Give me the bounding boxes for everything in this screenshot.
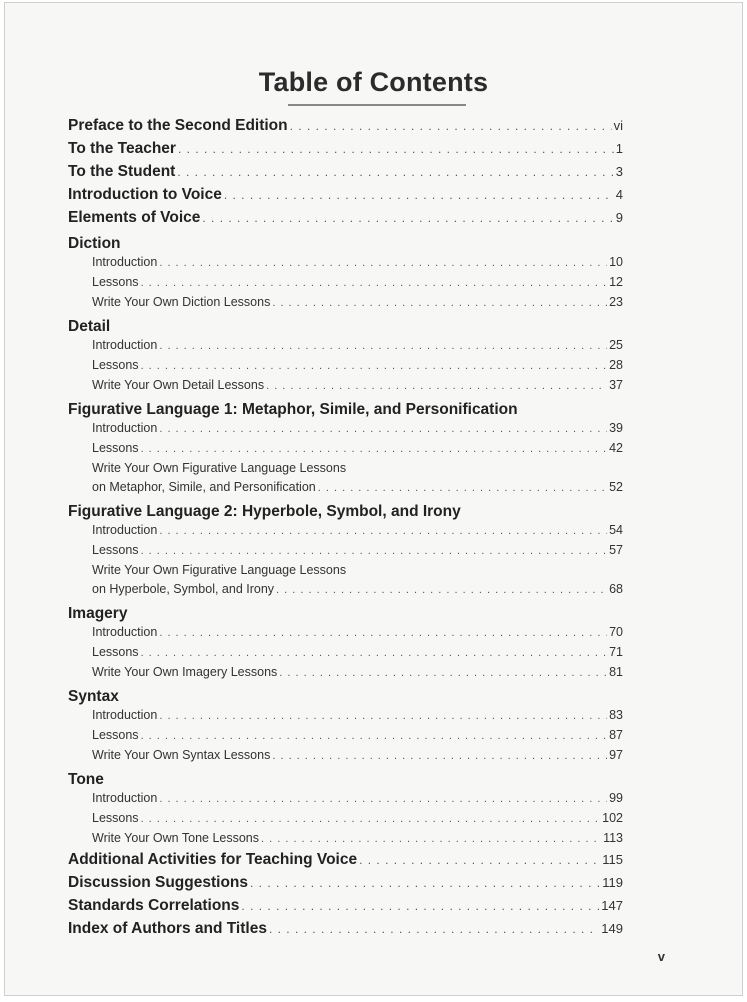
toc-entry [68,582,623,602]
dot-leader [141,443,608,455]
toc-entry-label: Lessons [92,543,139,557]
toc-entry [68,461,623,480]
toc-entry-label: Write Your Own Figurative Language Lessons [92,461,347,475]
dot-leader [141,813,601,825]
toc-entry-label: Lessons [92,811,139,825]
toc-entry-label: on Metaphor, Simile, and Personification [92,480,316,494]
toc-page-number: vi [613,118,623,133]
toc-entry-label: Imagery [68,605,128,622]
toc-page-number: 12 [609,275,623,289]
dot-leader [178,142,614,156]
toc-section-heading [68,768,623,791]
toc-entry [68,665,623,685]
toc-section-heading [68,398,623,421]
toc-entry-label: Index of Authors and Titles [68,920,267,937]
dot-leader [141,545,608,557]
toc-page-number: 9 [615,210,623,225]
toc-entry [68,897,623,920]
dot-leader [159,257,607,269]
toc-page-number: 23 [609,295,623,309]
toc-entry-label: Figurative Language 1: Metaphor, Simile, and Personification [68,401,518,418]
toc-page-number: 70 [609,625,623,639]
toc-entry [68,163,623,186]
toc-entry-label: Discussion Suggestions [68,874,249,891]
toc-entry-label: Detail [68,318,111,335]
dot-leader [359,853,600,867]
dot-leader [141,730,608,742]
toc-entry [68,874,623,897]
toc-entry-label: Elements of Voice [68,209,201,226]
toc-entry [68,378,623,398]
dot-leader [159,525,607,537]
toc-page-number: 83 [609,708,623,722]
page-folio: v [657,949,665,964]
toc-entry-label: Introduction [92,255,158,269]
toc-entry-label: To the Teacher [68,140,176,157]
toc-page-number: 71 [609,645,623,659]
toc-entry [68,255,623,275]
toc-entry [68,645,623,665]
toc-page-number: 25 [609,338,623,352]
toc-page-number: 42 [609,441,623,455]
dot-leader [272,297,607,309]
toc-entry-label: Lessons [92,358,139,372]
toc-section-heading [68,500,623,523]
toc-entry-label: Tone [68,771,104,788]
toc-entry-label: Syntax [68,688,119,705]
toc-section-heading [68,685,623,708]
dot-leader [290,119,612,133]
toc-entry [68,140,623,163]
dot-leader [141,647,608,659]
dot-leader [141,360,608,372]
toc-page-number: 3 [615,164,623,179]
toc-entry-label: Introduction [92,791,158,805]
toc-entry-label: Lessons [92,645,139,659]
toc-entry-label: Introduction [92,708,158,722]
toc-entry [68,117,623,140]
toc-entry [68,358,623,378]
toc-entry [68,338,623,358]
toc-entry-label: Lessons [92,441,139,455]
toc-entry-label: Standards Correlations [68,897,240,914]
toc-entry [68,791,623,811]
toc-page-number: 52 [609,480,623,494]
toc-entry-label: Lessons [92,275,139,289]
toc-page-number: 102 [602,811,623,825]
toc-entry [68,186,623,209]
toc-page-number: 99 [609,791,623,805]
dot-leader [266,380,607,392]
document-page [4,2,743,996]
toc-entry-label: To the Student [68,163,176,180]
dot-leader [250,876,600,890]
dot-leader [202,211,613,225]
toc-section-heading [68,315,623,338]
toc-entry-label: Introduction [92,338,158,352]
dot-leader [261,833,601,845]
toc-entry-label: Introduction [92,523,158,537]
toc-entry-label: Additional Activities for Teaching Voice [68,851,358,868]
toc-entry [68,523,623,543]
toc-page-number: 87 [609,728,623,742]
toc-entry-label: Introduction [92,421,158,435]
toc-entry-label: Write Your Own Imagery Lessons [92,665,278,679]
toc-entry-label: Write Your Own Diction Lessons [92,295,271,309]
toc-page-number: 81 [609,665,623,679]
toc-entry-label: on Hyperbole, Symbol, and Irony [92,582,275,596]
table-of-contents [68,117,623,943]
toc-page-number: 68 [609,582,623,596]
toc-entry [68,543,623,563]
toc-entry [68,625,623,645]
toc-page-number: 115 [602,852,623,867]
toc-entry [68,851,623,874]
toc-entry-label: Figurative Language 2: Hyperbole, Symbol, and Irony [68,503,461,520]
toc-entry-label: Lessons [92,728,139,742]
toc-entry-label: Write Your Own Syntax Lessons [92,748,271,762]
dot-leader [279,667,607,679]
toc-entry [68,728,623,748]
dot-leader [276,584,607,596]
dot-leader [141,277,608,289]
toc-page-number: 149 [601,921,623,936]
dot-leader [159,710,607,722]
toc-page-number: 4 [615,187,623,202]
toc-page-number: 28 [609,358,623,372]
toc-entry [68,480,623,500]
toc-page-number: 10 [609,255,623,269]
toc-entry-label: Write Your Own Tone Lessons [92,831,259,845]
toc-page-number: 37 [609,378,623,392]
dot-leader [224,188,614,202]
dot-leader [318,482,607,494]
title-underline [288,104,466,106]
dot-leader [177,165,613,179]
toc-entry [68,421,623,441]
toc-entry [68,811,623,831]
toc-entry [68,209,623,232]
toc-entry-label: Write Your Own Figurative Language Lessons [92,563,347,577]
toc-entry [68,708,623,728]
toc-entry [68,831,623,851]
page-title: Table of Contents [258,67,489,97]
toc-entry [68,920,623,943]
toc-page-number: 113 [603,831,623,845]
toc-entry-label: Diction [68,235,121,252]
toc-entry-label: Introduction [92,625,158,639]
toc-entry [68,748,623,768]
toc-page-number: 57 [609,543,623,557]
toc-page-number: 147 [601,898,623,913]
dot-leader [159,423,607,435]
dot-leader [272,750,607,762]
dot-leader [159,340,607,352]
toc-entry [68,441,623,461]
toc-page-number: 97 [609,748,623,762]
toc-entry-label: Preface to the Second Edition [68,117,288,134]
toc-entry [68,563,623,582]
toc-section-heading [68,602,623,625]
dot-leader [159,627,607,639]
toc-page-number: 1 [615,141,623,156]
toc-section-heading [68,232,623,255]
toc-entry-label: Write Your Own Detail Lessons [92,378,265,392]
dot-leader [241,899,599,913]
dot-leader [159,793,607,805]
dot-leader [269,922,599,936]
toc-page-number: 39 [609,421,623,435]
toc-entry [68,295,623,315]
toc-page-number: 54 [609,523,623,537]
toc-page-number: 119 [602,875,623,890]
toc-entry [68,275,623,295]
toc-entry-label: Introduction to Voice [68,186,222,203]
